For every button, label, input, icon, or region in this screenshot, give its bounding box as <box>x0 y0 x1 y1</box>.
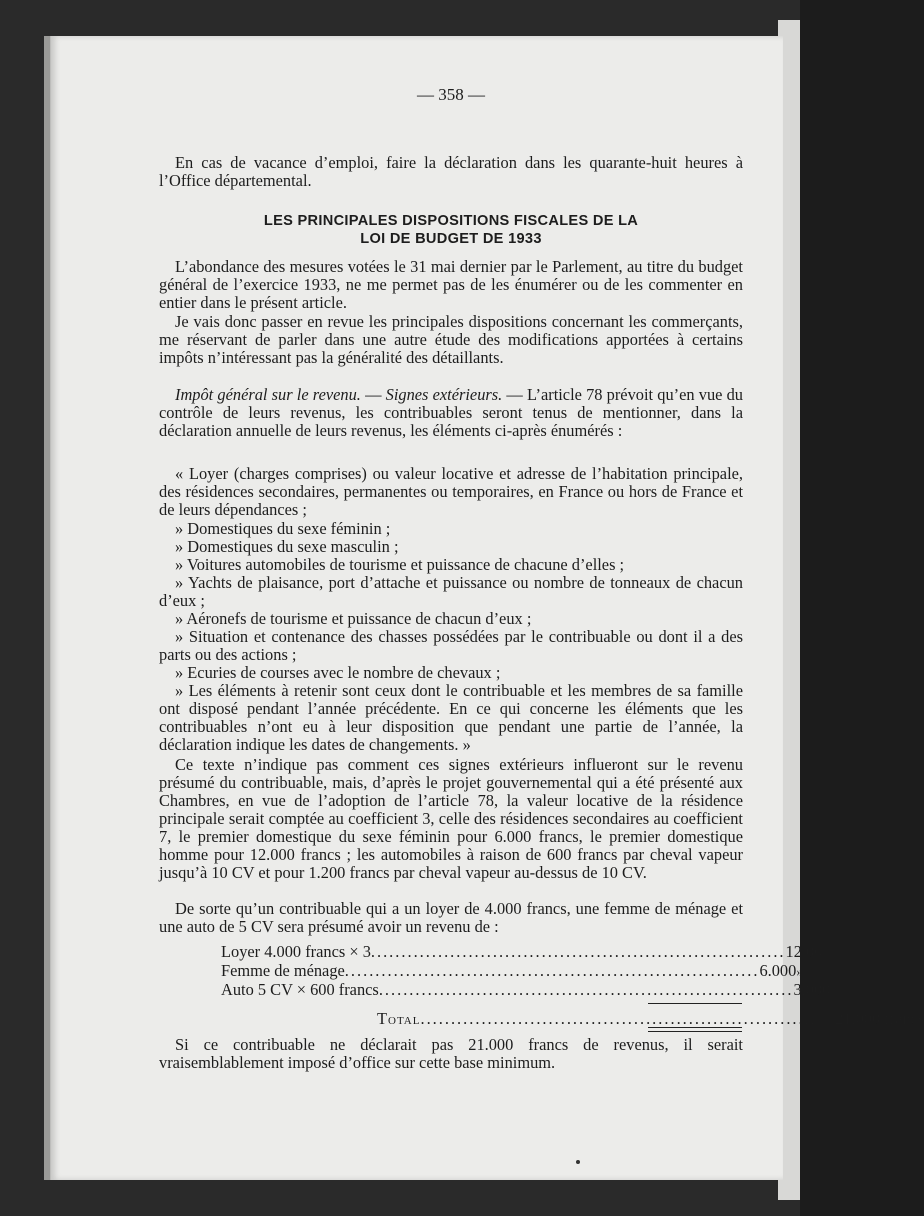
section-heading <box>159 212 743 248</box>
row-unit: » <box>830 983 837 998</box>
total-row <box>221 1009 924 1028</box>
leader-dots: .................................................................... <box>378 980 794 999</box>
subject-italic-2: Signes extérieurs. <box>385 385 503 404</box>
quote-item-aeronefs: » Aéronefs de tourisme et puissance de chacun d’eux ; <box>175 609 532 628</box>
table-row <box>221 961 803 980</box>
paragraph-4: Ce texte n’indique pas comment ces signes extérieurs influeront sur le revenu présumé du contribuable, mais, d’après le projet gouvernemental qui a été présenté aux Chambres, en vue de l’adoption de l’article 78, la valeur locative de la résidence principale serait comptée au coefficient 3, celle des résidences secondaires au coefficient 7, le premier domestique du sexe féminin pour 6.000 francs, le premier domestique homme pour 12.000 francs ; les automobiles à raison de 600 francs par cheval vapeur jusqu’à 10 CV et pour 1.200 francs par cheval vapeur au-dessus de 10 CV. <box>159 755 743 882</box>
revenue-table <box>221 942 924 1028</box>
document-page <box>48 36 924 1180</box>
row-label: Auto 5 CV × 600 francs <box>221 980 379 999</box>
quote-item-chasses: » Situation et contenance des chasses possédées par le contribuable ou dont il a des parts ou des actions ; <box>159 627 743 664</box>
page-number: — 358 — <box>417 85 485 104</box>
ink-speck <box>576 1160 580 1164</box>
quote-item-domestiques-m: » Domestiques du sexe masculin ; <box>175 537 399 556</box>
leader-dots: .................................................................... <box>370 942 786 961</box>
row-value: 12.000 <box>785 942 831 961</box>
table-row <box>221 942 838 961</box>
sum-rule <box>648 1003 742 1004</box>
paragraph-3-text: — L’article 78 prévoit qu’en vue du contrôle de leurs revenus, les contribuables seront tenus de mentionner, dans la déclaration annuelle de leurs revenus, les éléments ci-après énumérés : <box>159 385 743 440</box>
row-unit: » <box>796 964 803 979</box>
leader-dots: .................................................................... <box>420 1009 836 1028</box>
total-label: Total <box>377 1009 421 1028</box>
leader-dots: .................................................................... <box>344 961 760 980</box>
total-double-rule <box>648 1027 742 1032</box>
quote-item-ecuries: » Ecuries de courses avec le nombre de chevaux ; <box>175 663 501 682</box>
subject-italic: Impôt général sur le revenu. <box>175 385 361 404</box>
heading-line-2: LOI DE BUDGET DE 1933 <box>360 231 542 247</box>
conclusion-paragraph: Si ce contribuable ne déclarait pas 21.000 francs de revenus, il serait vraisemblablement imposé d’office sur cette base minimum. <box>159 1035 743 1072</box>
quote-item-yachts: » Yachts de plaisance, port d’attache et puissance ou nombre de tonneaux de chacun d’eux ; <box>159 573 743 610</box>
table-row <box>221 980 837 999</box>
row-value: 3.000 <box>793 980 831 999</box>
row-label: Femme de ménage <box>221 961 345 980</box>
paragraph-3 <box>159 386 743 440</box>
total-value: 21.000 francs <box>835 1009 924 1028</box>
intro-paragraph: En cas de vacance d’emploi, faire la déclaration dans les quarante-huit heures à l’Office départemental. <box>159 153 743 190</box>
quote-item-loyer: « Loyer (charges comprises) ou valeur locative et adresse de l’habitation principale, des résidences secondaires, permanentes ou temporaires, en France ou hors de France et de leurs dépendances ; <box>159 464 743 519</box>
row-value: 6.000 <box>759 961 797 980</box>
heading-line-1: LES PRINCIPALES DISPOSITIONS FISCALES DE LA <box>263 213 639 229</box>
quote-item-voitures: » Voitures automobiles de tourisme et puissance de chacune d’elles ; <box>175 555 625 574</box>
quote-item-elements: » Les éléments à retenir sont ceux dont le contribuable et les membres de sa famille ont disposé pendant l’année précédente. En ce qui concerne les éléments que les contribuables n’ont eu à leur disposition que pendant une partie de l’année, la déclaration indique les dates de changements. » <box>159 681 743 754</box>
paragraph-1: L’abondance des mesures votées le 31 mai dernier par le Parlement, au titre du budget général de l’exercice 1933, ne me permet pas de les énumérer ou de les commenter en entier dans le présent article. <box>159 257 743 312</box>
page-binding <box>44 36 50 1180</box>
row-unit: » <box>830 945 838 960</box>
quote-item-domestiques-f: » Domestiques du sexe féminin ; <box>175 519 391 538</box>
dash-separator: — <box>360 385 386 404</box>
paragraph-5: De sorte qu’un contribuable qui a un loyer de 4.000 francs, une femme de ménage et une auto de 5 CV sera présumé avoir un revenu de : <box>159 899 743 936</box>
paragraph-2: Je vais donc passer en revue les principales dispositions concernant les commerçants, me réservant de parler dans une autre étude des modifications apportées à certains impôts n’intéressant pas la généralité des détaillants. <box>159 312 743 367</box>
row-label: Loyer 4.000 francs × 3 <box>221 942 371 961</box>
